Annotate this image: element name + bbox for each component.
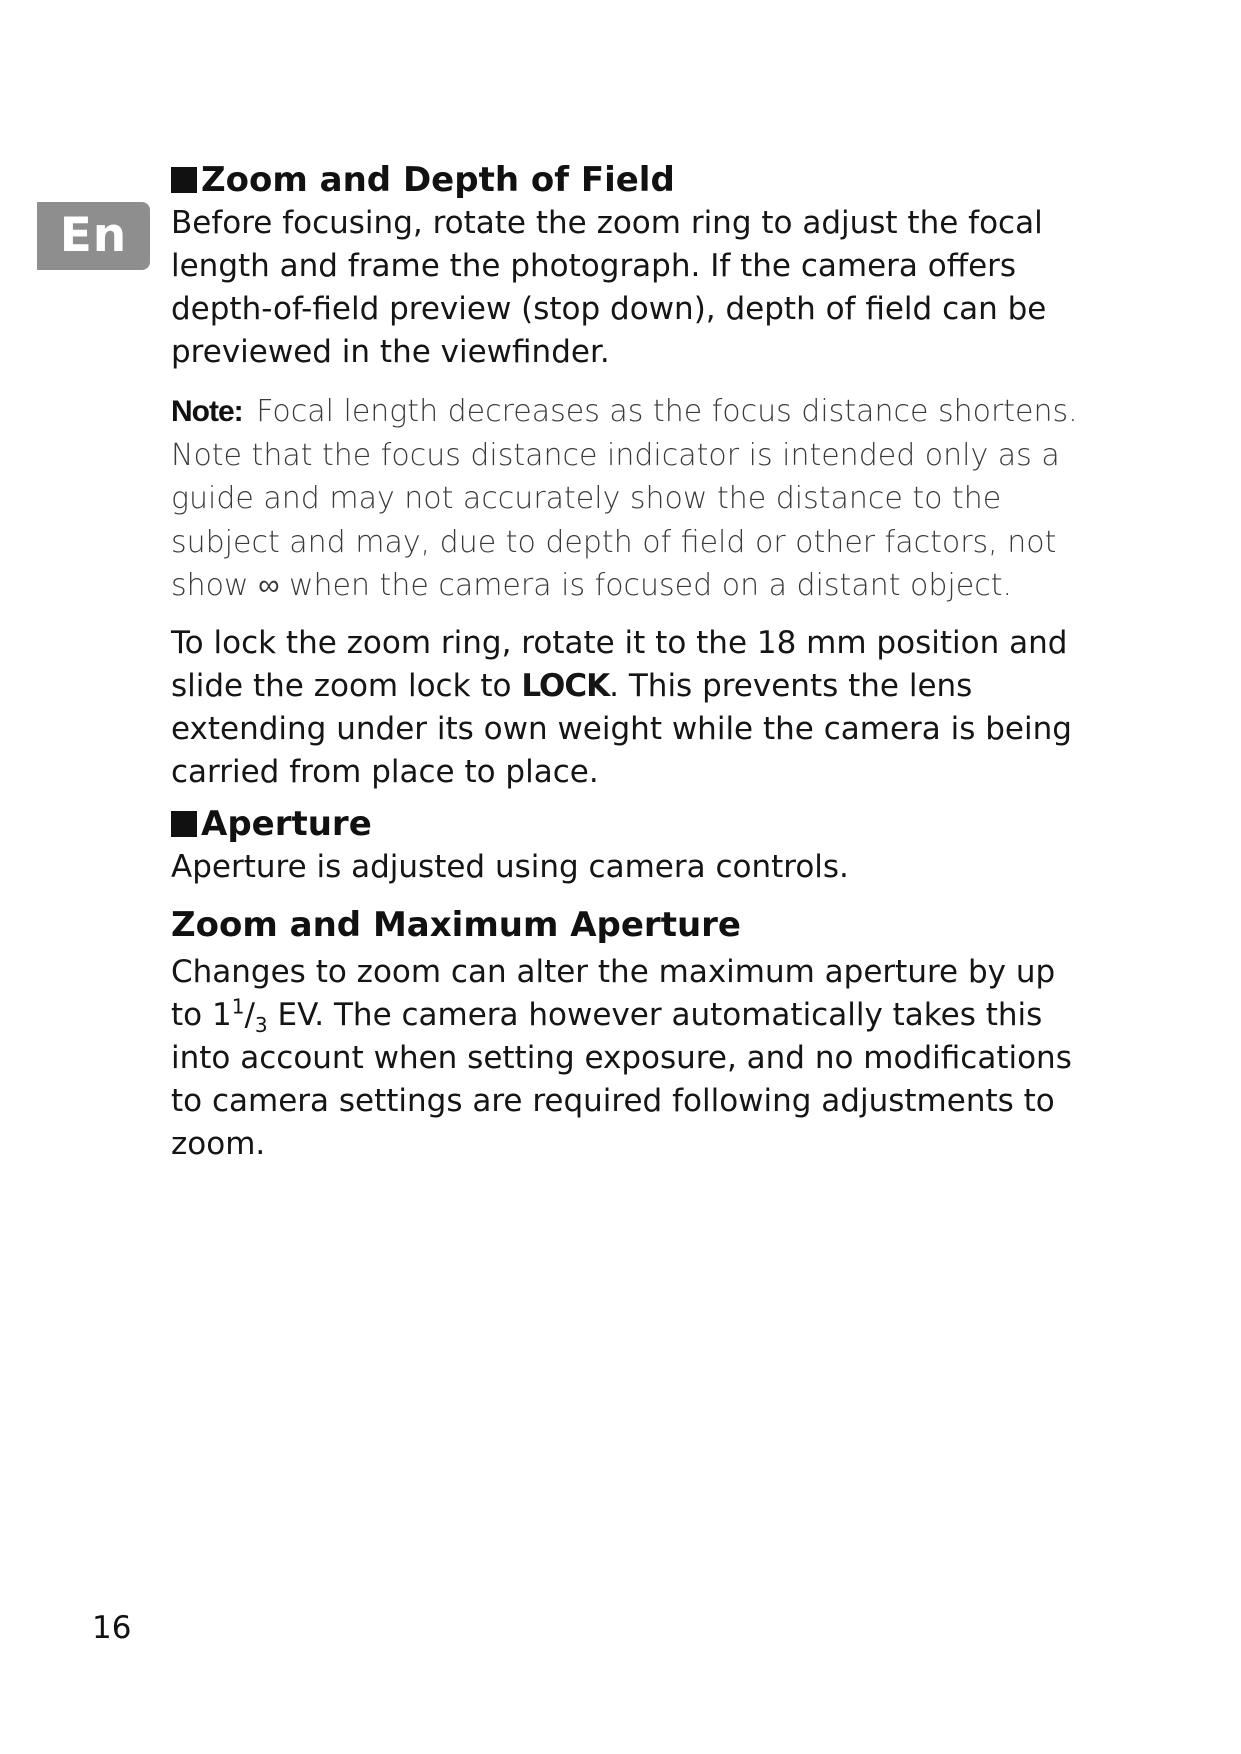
fraction-slash: / [244, 996, 255, 1033]
zoom-max-aperture-heading: Zoom and Maximum Aperture [171, 904, 741, 945]
bullet-square-icon [171, 167, 197, 193]
page-content [171, 158, 1091, 1166]
lock-keyword: LOCK [521, 667, 610, 704]
language-tab: En [37, 202, 150, 270]
zoom-lock-text-1: To lock the zoom ring, rotate it to the 18 mm position and slide the zoom lock to [171, 624, 1068, 704]
note-text: Focal length decreases as the focus distance shortens. Note that the focus distance indicator is intended only as a guide and may not accurately show the distance to the subject and may, due to depth of field or other factors, not show ∞ when the camera is focused on a distant object. [171, 394, 1078, 603]
zoom-lock-paragraph [171, 622, 1091, 794]
focusing-paragraph: Before focusing, rotate the zoom ring to adjust the focal length and frame the photograph. If the camera offers depth-of-field preview (stop down), depth of field can be previewed in the viewfinder. [171, 205, 1047, 370]
note-paragraph [171, 390, 1091, 608]
aperture-paragraph: Aperture is adjusted using camera controls. [171, 848, 849, 885]
section-heading-zoom-depth [171, 158, 1091, 202]
section-heading-aperture [171, 802, 1091, 846]
page-number: 16 [92, 1610, 132, 1646]
zoom-lock-text-2: . This prevents the lens extending under its own weight while the camera is being carried from place to place. [171, 667, 1072, 790]
max-aperture-paragraph [171, 951, 1091, 1166]
section-heading-text: Aperture [201, 803, 372, 844]
fraction-denominator: 3 [254, 1012, 268, 1037]
section-heading-text: Zoom and Depth of Field [201, 160, 675, 200]
note-label: Note: [171, 395, 243, 428]
fraction-numerator: 1 [231, 994, 245, 1019]
bullet-square-icon [171, 811, 197, 837]
max-aperture-text-2: EV. The camera however automatically takes this into account when setting exposure, and no modifications to camera settings are required following adjustments to zoom. [171, 996, 1072, 1162]
max-aperture-text-1: Changes to zoom can alter the maximum aperture by up to 1 [171, 953, 1056, 1033]
